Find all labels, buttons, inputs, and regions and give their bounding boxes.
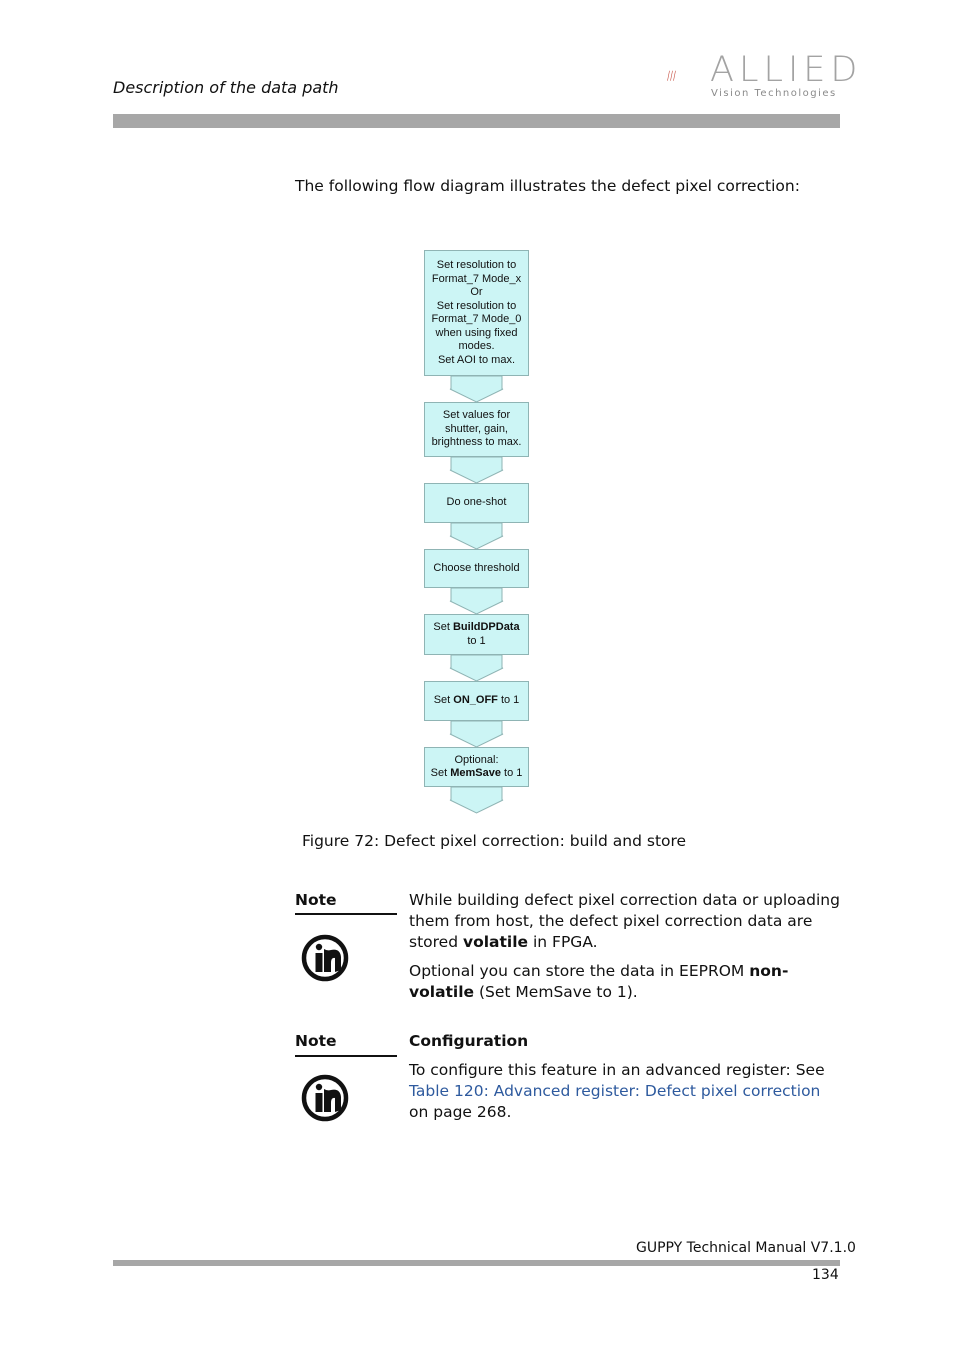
logo-slashes-icon [667,52,712,100]
flow-step-4 [424,549,529,588]
note-label: Note [295,891,337,909]
flow-step-7 [424,747,529,787]
flow-step-text-post: to 1 [497,694,520,707]
note-text-post: (Set MemSave to 1). [474,983,638,1001]
note-text-post: in FPGA. [528,933,598,951]
flow-step-text-bold: ON_OFF [453,694,498,707]
flow-step-2 [424,402,529,457]
flow-step-text-pre: Optional: Set [430,753,499,779]
footer-rule [113,1260,840,1266]
flow-step-text: Set values for shutter, gain, brightness to max. [431,409,522,449]
info-icon [300,1073,350,1123]
flow-step-text-pre: Set [433,621,453,633]
flow-step-text-pre: Set [433,694,454,707]
note-paragraph [409,961,844,1003]
intro-paragraph: The following flow diagram illustrates the defect pixel correction: [295,177,800,195]
table-reference-link[interactable]: Table 120: Advanced register: Defect pixel correction [409,1082,821,1100]
flow-step-text-bold: BuildDPData [452,621,520,633]
flow-arrow-icon [449,523,504,550]
flow-step-text: Set resolution to Format_7 Mode_x Or Set resolution to Format_7 Mode_0 when using fixed modes. Set AOI to max. [431,259,522,366]
page-number: 134 [812,1267,839,1283]
flow-step-3 [424,483,529,523]
flow-step-5 [424,614,529,655]
flow-step-6 [424,681,529,721]
logo-wordmark: ALLIED [710,50,863,90]
note-label: Note [295,1032,337,1050]
note-text-bold: volatile [462,933,529,951]
flow-arrow-icon [449,655,504,682]
flow-step-text-post: to 1 [500,767,523,779]
flow-arrow-icon [449,787,504,814]
flow-step-text: Do one-shot [446,496,507,509]
flow-step-1 [424,250,529,376]
note-text-post: on page 268. [409,1103,512,1121]
flow-step-text: Choose threshold [433,561,520,574]
note-text [409,890,844,1011]
note-text [409,1031,844,1131]
note-text-bold: non-volatile [409,962,789,1001]
header-rule [113,114,840,128]
figure-caption: Figure 72: Defect pixel correction: build and store [302,832,687,850]
footer-manual-title: GUPPY Technical Manual V7.1.0 [636,1240,856,1256]
note-text-pre: While building defect pixel correction data or uploading them from host, the defect pixel correction data are stored [409,891,840,951]
flow-step-text-post: to 1 [467,634,486,647]
note-rule [295,1055,397,1057]
info-icon [300,933,350,983]
note-paragraph [409,890,844,953]
logo-subtitle: Vision Technologies [711,88,837,99]
note-rule [295,913,397,915]
flow-arrow-icon [449,457,504,484]
section-title: Description of the data path [113,78,339,97]
flow-arrow-icon [449,588,504,615]
note-text-pre: To configure this feature in an advanced register: See [409,1061,825,1079]
note-heading-text: Configuration [409,1032,529,1050]
flow-step-text-bold: MemSave [450,767,501,779]
note-heading [409,1031,844,1052]
flow-arrow-icon [449,376,504,403]
note-text-pre: Optional you can store the data in EEPROM [409,962,750,980]
flow-arrow-icon [449,721,504,748]
note-paragraph [409,1060,844,1123]
